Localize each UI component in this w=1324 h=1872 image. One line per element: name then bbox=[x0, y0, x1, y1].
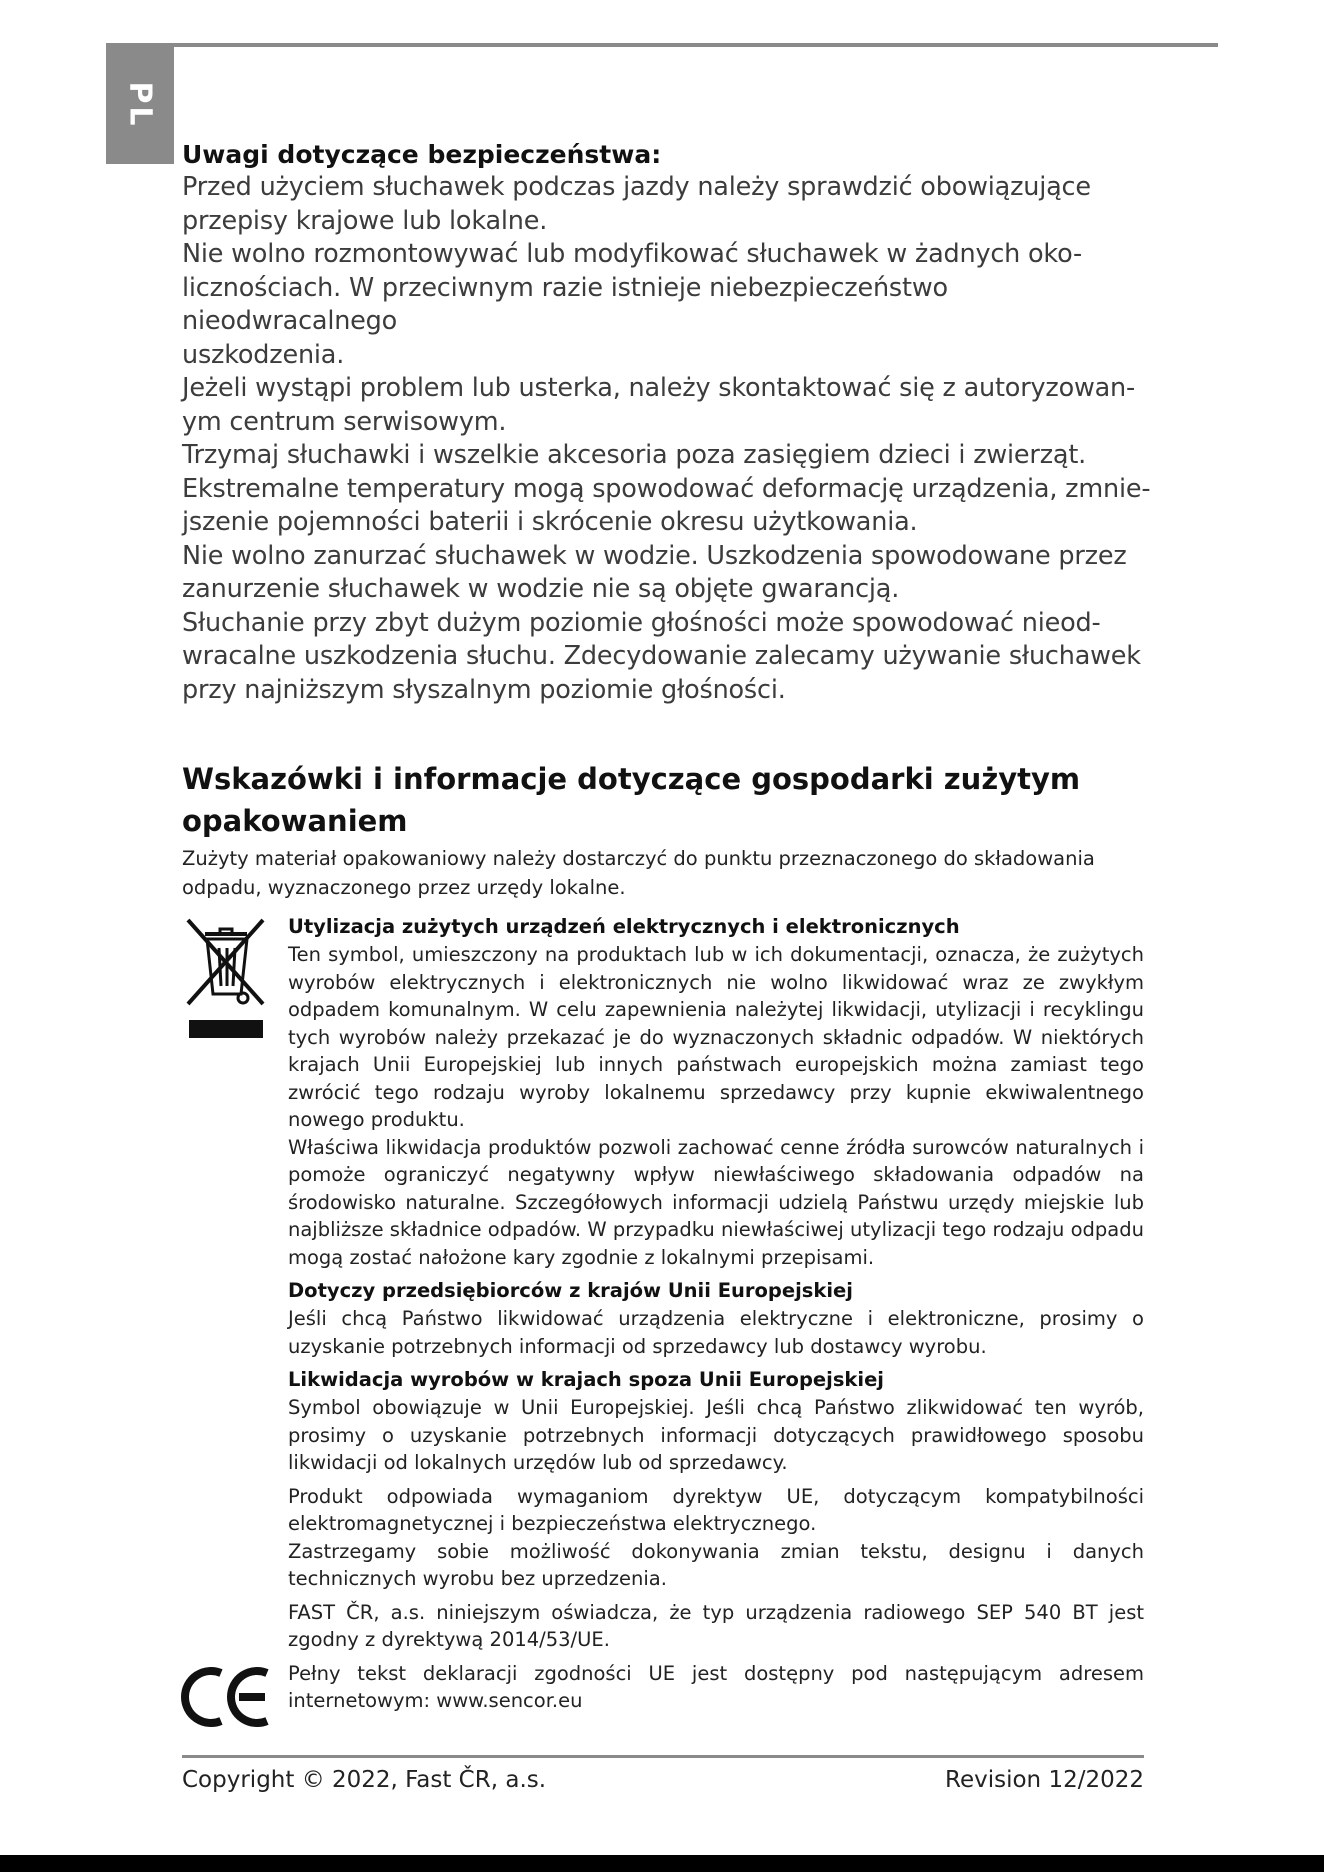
safety-section bbox=[182, 140, 1162, 707]
eu-business-heading: Dotyczy przedsiębiorców z krajów Unii Europejskiej bbox=[288, 1279, 853, 1302]
language-tab bbox=[106, 43, 174, 164]
non-eu-text: Symbol obowiązuje w Unii Europejskiej. Jeśli chcą Państwo zlikwidować ten wyrób, prosimy o uzyskanie potrzebnych informacji dotyczących prawidłowego sposobu likwidacji od lokalnych urzędów lub od sprzedawcy. bbox=[288, 1396, 1144, 1474]
eu-business-text: Jeśli chcą Państwo likwidować urządzenia elektryczne i elektroniczne, prosimy o uzyskanie potrzebnych informacji od sprzedawcy lub dostawcy wyrobu. bbox=[288, 1307, 1144, 1358]
packaging-intro: Zużyty materiał opakowaniowy należy dostarczyć do punktu przeznaczonego do składowania odpadu, wyznaczonego przez urzędy lokalne. bbox=[182, 847, 1095, 899]
packaging-title-line2: opakowaniem bbox=[182, 804, 408, 838]
safety-title: Uwagi dotyczące bezpieczeństwa: bbox=[182, 140, 662, 169]
bottom-bar bbox=[0, 1855, 1324, 1872]
safety-line: jszenie pojemności baterii i skrócenie okresu użytkowania. bbox=[182, 507, 918, 537]
copyright-text: Copyright © 2022, Fast ČR, a.s. bbox=[182, 1767, 547, 1793]
footer-rule bbox=[182, 1755, 1144, 1758]
language-tab-label: PL bbox=[122, 81, 158, 129]
safety-line: uszkodzenia. bbox=[182, 339, 345, 370]
declaration-url-text: Pełny tekst deklaracji zgodności UE jest dostępny pod następującym adresem internetowym: www.sencor.eu bbox=[288, 1661, 1144, 1712]
declaration-text: FAST ČR, a.s. niniejszym oświadcza, że typ urządzenia radiowego SEP 540 BT jest zgodny z dyrektywą 2014/53/UE. bbox=[288, 1600, 1144, 1651]
revision-text: Revision 12/2022 bbox=[945, 1767, 1144, 1793]
ce-mark-icon bbox=[181, 1667, 273, 1727]
compliance-text: Produkt odpowiada wymaganiom dyrektyw UE, dotyczącym kompatybilności elektromagnetycznej i bezpieczeństwa elektrycznego. bbox=[288, 1484, 1144, 1535]
safety-line: licznościach. W przeciwnym razie istnieje niebezpieczeństwo nieodwracalnego bbox=[182, 272, 948, 336]
weee-paragraph: Właściwa likwidacja produktów pozwoli zachować cenne źródła surowców naturalnych i pomoże ograniczyć negatywny wpływ niewłaściwego składowania odpadów na środowisko naturalne. Szczegółowych informacji udzielą Państwu urzędy miejskie lub najbliższe składnice odpadów. W przypadku niewłaściwej utylizacji tego rodzaju odpadu mogą zostać nałożone kary zgodnie z lokalnymi przepisami. bbox=[288, 1135, 1144, 1269]
safety-line: Przed użyciem słuchawek podczas jazdy należy sprawdzić obowiązujące bbox=[182, 172, 1091, 202]
reservation-text: Zastrzegamy sobie możliwość dokonywania zmian tekstu, designu i danych technicznych wyrobu bez uprzedzenia. bbox=[288, 1539, 1144, 1590]
safety-line: Jeżeli wystąpi problem lub usterka, należy skontaktować się z autoryzowan- bbox=[182, 373, 1136, 403]
header-rule bbox=[106, 43, 1218, 47]
safety-line: zanurzenie słuchawek w wodzie nie są objęte gwarancją. bbox=[182, 574, 900, 604]
safety-line: wracalne uszkodzenia słuchu. Zdecydowanie zalecamy używanie słuchawek bbox=[182, 641, 1141, 671]
crossed-out-wheelie-bin-icon bbox=[183, 912, 269, 1042]
safety-line: Nie wolno rozmontowywać lub modyfikować słuchawek w żadnych oko- bbox=[182, 239, 1082, 269]
packaging-section bbox=[182, 758, 1144, 902]
weee-paragraph: Ten symbol, umieszczony na produktach lub w ich dokumentacji, oznacza, że zużytych wyrobów elektrycznych i elektronicznych nie wolno likwidować wraz ze zwykłym odpadem komunalnym. W celu zapewnienia należytej likwidacji, utylizacji i recyklingu tych wyrobów należy przekazać je do wyznaczonych składnic odpadów. W niektórych krajach Unii Europejskiej lub innych państwach europejskich można zamiast tego zwrócić tego rodzaju wyroby lokalnemu sprzedawcy przy kupnie ekwiwalentnego nowego produktu. bbox=[288, 943, 1144, 1131]
packaging-title bbox=[182, 758, 1144, 842]
packaging-title-line1: Wskazówki i informacje dotyczące gospodarki zużytym bbox=[182, 762, 1081, 796]
safety-line: Ekstremalne temperatury mogą spowodować deformację urządzenia, zmnie- bbox=[182, 473, 1151, 504]
weee-heading: Utylizacja zużytych urządzeń elektrycznych i elektronicznych bbox=[288, 915, 960, 938]
non-eu-heading: Likwidacja wyrobów w krajach spoza Unii Europejskiej bbox=[288, 1368, 884, 1391]
weee-section bbox=[288, 913, 1144, 1715]
safety-line: przepisy krajowe lub lokalne. bbox=[182, 205, 548, 236]
safety-line: Słuchanie przy zbyt dużym poziomie głośności może spowodować nieod- bbox=[182, 607, 1101, 638]
safety-line: Nie wolno zanurzać słuchawek w wodzie. Uszkodzenia spowodowane przez bbox=[182, 540, 1127, 571]
safety-line: ym centrum serwisowym. bbox=[182, 406, 507, 437]
safety-line: Trzymaj słuchawki i wszelkie akcesoria poza zasięgiem dzieci i zwierząt. bbox=[182, 440, 1087, 470]
safety-line: przy najniższym słyszalnym poziomie głośności. bbox=[182, 674, 786, 705]
